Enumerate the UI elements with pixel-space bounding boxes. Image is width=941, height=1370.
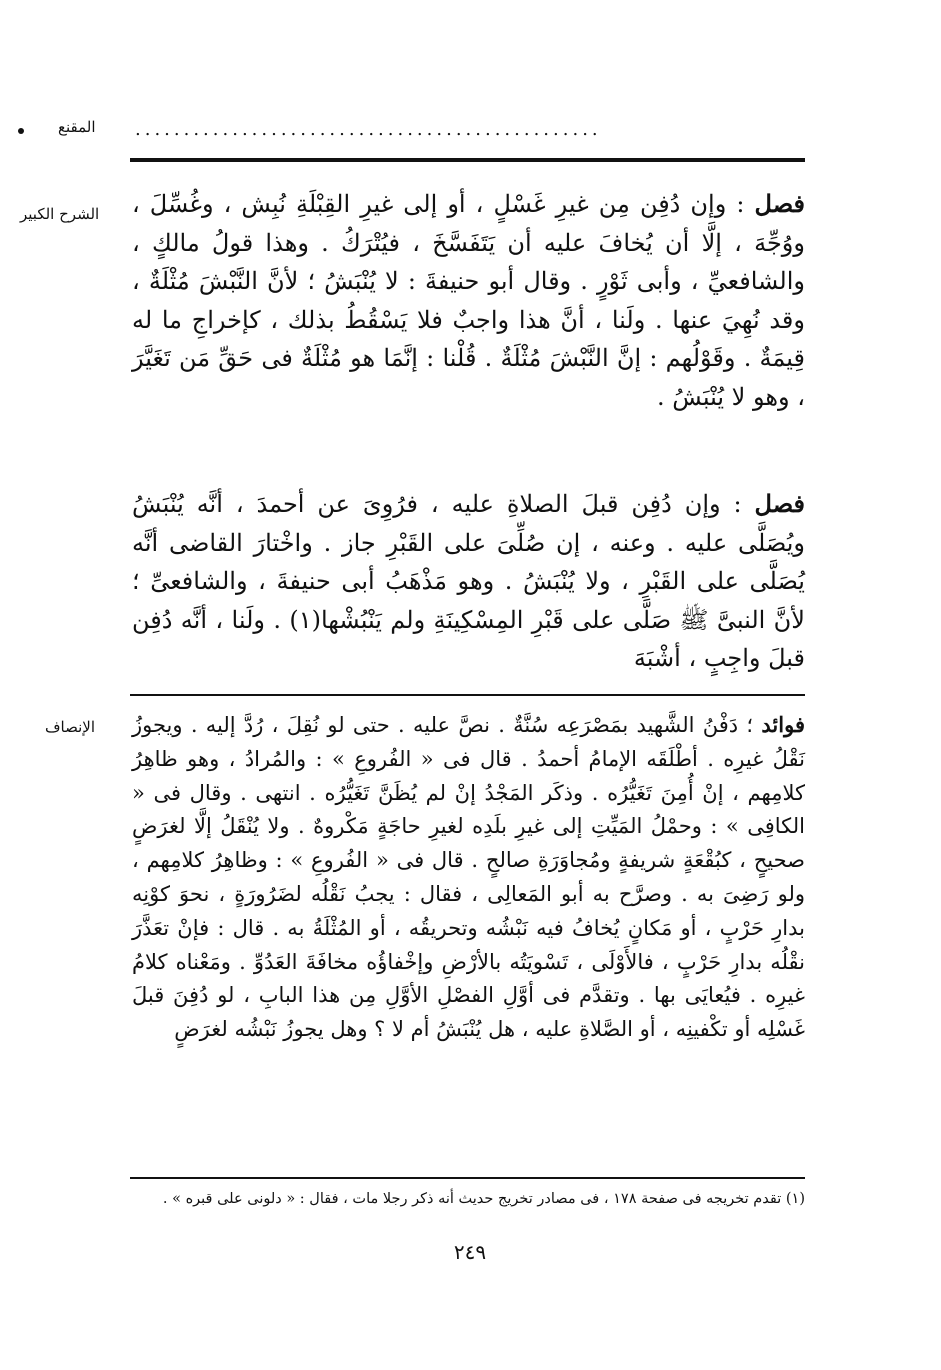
section-lead: فصل (754, 189, 805, 218)
section-lead: فصل (754, 489, 805, 518)
insaf-section (132, 708, 805, 1047)
corner-dot (18, 128, 24, 134)
page-number: ٢٤٩ (453, 1240, 487, 1264)
side-label-sharh: الشرح الكبير (20, 205, 100, 223)
section-text: : وإن دُفِن قبلَ الصلاةِ عليه ، فرُوِىَ عن أحمدَ ، أنَّه يُنْبَشُ ويُصَلَّى عليه . وعنه ، إن صُلِّىَ على القَبْرِ جاز . واخْتارَ القاضى أنَّه يُصَلَّى على القَبْرِ ، ولا يُنْبَشُ . وهو مَذْهَبُ أبى حنيفةَ ، والشافعىِّ ؛ لأنَّ النبىَّ ﷺ صَلَّى على قَبْرِ المِسْكِينَةِ ولم يَنْبُشْها(١) . ولَنا ، أنَّه دُفِن قبلَ واجِبٍ ، أشْبَهَ (132, 490, 806, 672)
dotted-rule: ................................................ (135, 121, 602, 139)
running-header-label: المقنع (58, 118, 96, 136)
header-rule (130, 158, 805, 162)
side-label-insaf: الإنصاف (45, 718, 96, 736)
section-divider (130, 694, 805, 696)
section-text: : وإن دُفِن مِن غيرِ غَسْلٍ ، أو إلى غيرِ القِبْلَةِ نُبِش ، وغُسِّلَ ، ووُجِّهَ ، إلَّا أن يُخافَ عليه أن يَتَفَسَّخَ ، فيُتْرَكُ . وهذا قولُ مالكٍ ، والشافعيِّ ، وأبى ثَوْرٍ . وقال أبو حنيفةَ : لا يُنْبَشُ ؛ لأنَّ النَّبْشَ مُثْلَةٌ ، وقد نُهِيَ عنها . ولَنا ، أنَّ هذا واجبٌ فلا يَسْقُطُ بذلك ، كإخراجِ ما له قِيمَةٌ . وقَوْلُهم : إنَّ النَّبْشَ مُثْلَةٌ . قُلْنا : إنَّمَا هو مُثْلَةٌ فى حَقِّ مَن تَغَيَّرَ ، وهو لا يُنْبَشُ . (132, 190, 805, 411)
section-text: ؛ دَفْنُ الشَّهيد بمَصْرَعِه سُنَّةٌ . نصَّ عليه . حتى لو نُقِلَ ، رُدَّ إليه . ويجوزُ نَقْلُ غيرِه . أطْلَقَه الإمامُ أحمدُ . قال فى « الفُروعِ » : والمُرادُ ، وهو ظاهِرُ كلامِهم ، إنْ أُمِنَ تَغَيُّرُه . وذكَر المَجْدُ إنْ لم يُظَنَّ تَغَيُّرُه . انتهى . وقال فى « الكافِى » : وحمْلُ المَيِّتِ إلى غيرِ بلَدِه لغيرِ حاجَةٍ مَكْروهٌ . ولا يُنْقَلُ إلَّا لغرَضٍ صحيحٍ ، كبُقْعَةٍ شريفةٍ ومُجاوَرَةِ صالحٍ . قال فى « الفُروعِ » : وظاهِرُ كلامِهم ، ولو رَضِىَ به . وصرَّح به أبو المَعالِى ، فقال : يجبُ نَقْلُه لضَرُورَةٍ ، نحوَ كوْنِه بدارِ حَرْبٍ ، أو مَكانٍ يُخافُ فيه نَبْشُه وتحريقُه ، أو المُثْلَةُ به . قال : فإنْ تعَذَّرَ نقْلُه بدارِ حَرْبٍ ، فالأَوْلَى ، تَسْويَتُه بالأرْضِ وإخْفاؤُه مخافَةَ العَدُوِّ . ومَعْناه كلامُ غيرِه . فيُعايَى بها . وتقدَّم فى أوَّلِ الفصْلِ الأوَّلِ مِن هذا البابِ ، لو دُفِنَ قبلَ غَسْلِه أو تكْفينِه ، أو الصَّلاةِ عليه ، هل يُنْبَشُ أم لا ؟ وهل يجوزُ نَبْشُه لغرَضٍ (132, 713, 805, 1042)
sharh-section-2 (132, 485, 805, 678)
footnote-divider (130, 1177, 805, 1179)
sharh-section-1 (132, 185, 805, 416)
footnote: (١) تقدم تخريجه فى صفحة ١٧٨ ، فى مصادر تخريج حديث أنه ذكر رجلا مات ، فقال : « دلونى على قبره » . (162, 1191, 805, 1207)
section-lead: فوائد (761, 712, 805, 737)
